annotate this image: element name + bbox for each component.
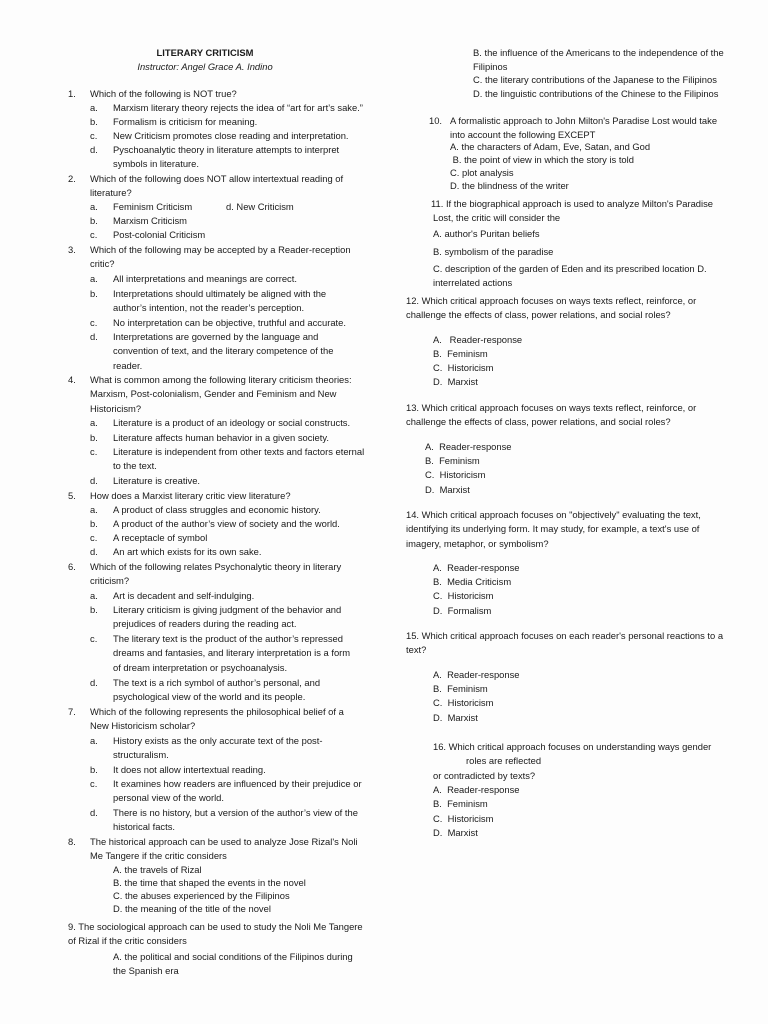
question-number: 7.	[68, 706, 76, 717]
option-letter: a.	[90, 504, 98, 515]
option	[433, 783, 633, 797]
option-text: A product of class struggles and economic history.	[113, 504, 321, 515]
option	[90, 129, 370, 143]
option-letter: a.	[90, 273, 98, 284]
question-number: 10.	[429, 115, 443, 126]
option-letter: b.	[90, 116, 98, 127]
option-text: Pyschoanalytic theory in literature attempts to interpret symbols in literature.	[113, 144, 340, 170]
option-text: D. the linguistic contributions of the Chinese to the Filipinos	[473, 88, 719, 99]
option-letter: b.	[90, 518, 98, 529]
question-6	[68, 560, 353, 589]
page-title: LITERARY CRITICISM	[156, 47, 254, 58]
option-text: Literature is independent from other texts and factors eternal to the text.	[113, 446, 365, 472]
option	[473, 46, 733, 75]
option-text: A. the characters of Adam, Eve, Satan, and God	[450, 141, 651, 152]
option-letter: a.	[90, 735, 98, 746]
option-text: Literature affects human behavior in a given society.	[113, 432, 329, 443]
option-text: B. the influence of the Americans to the independence of the Filipinos	[473, 47, 724, 73]
question-11	[433, 197, 723, 226]
option	[90, 517, 370, 531]
question-5	[68, 489, 368, 503]
option	[90, 200, 220, 214]
option-text: Marxism literary theory rejects the idea of “art for art’s sake.”	[113, 102, 363, 113]
option-text: d. New Criticism	[226, 201, 294, 212]
option	[473, 87, 743, 101]
option-letter: d.	[90, 546, 98, 557]
option-text: The text is a rich symbol of author’s personal, and psychological view of the world and its people.	[113, 677, 321, 703]
question-3	[68, 243, 353, 272]
option-text: A. Reader-response	[433, 334, 523, 345]
question-text: 9. The sociological approach can be used to study the Noli Me Tangere of Rizal if the critic considers	[68, 921, 363, 947]
question-text: Which of the following relates Psychonalytic theory in literary criticism?	[90, 561, 342, 587]
question-number: 6.	[68, 561, 76, 572]
question-9	[68, 920, 363, 949]
option	[433, 347, 633, 361]
option-text: A. Reader-response	[433, 784, 520, 795]
question-13	[406, 401, 726, 430]
option-text: C. description of the garden of Eden and its prescribed location D. interrelated actions	[433, 263, 707, 289]
option-text: Literature is a product of an ideology or social constructs.	[113, 417, 351, 428]
question-12	[406, 294, 726, 323]
option-letter: b.	[90, 604, 98, 615]
option-text: D. Marxist	[433, 376, 478, 387]
option-text: New Criticism promotes close reading and interpretation.	[113, 130, 349, 141]
option	[90, 431, 370, 445]
option-letter: a.	[90, 417, 98, 428]
option-text: B. the time that shaped the events in the novel	[113, 877, 306, 888]
question-text: 12. Which critical approach focuses on ways texts reflect, reinforce, or challenge the effects of class, power relations, and social roles?	[406, 295, 697, 321]
question-16-line-2: roles are reflected	[466, 755, 542, 766]
option-text: D. Formalism	[433, 605, 492, 616]
option-text: History exists as the only accurate text of the post-structuralism.	[113, 735, 323, 761]
question-text: 13. Which critical approach focuses on ways texts reflect, reinforce, or challenge the effects of class, power relations, and social roles?	[406, 402, 697, 428]
option	[433, 604, 633, 618]
option	[90, 416, 370, 430]
option-text: Literature is creative.	[113, 475, 201, 486]
option	[433, 333, 633, 347]
option-letter: c.	[90, 778, 98, 789]
option	[90, 806, 362, 835]
option	[90, 589, 370, 603]
question-1	[68, 87, 368, 101]
option-letter: b.	[90, 764, 98, 775]
option-text: Marxism Criticism	[113, 215, 187, 226]
option-letter: d.	[90, 475, 98, 486]
question-text: Which of the following does NOT allow intertextual reading of literature?	[90, 173, 344, 199]
question-text: Which of the following may be accepted by a Reader-reception critic?	[90, 244, 351, 270]
option	[90, 531, 370, 545]
option-letter: c.	[90, 633, 98, 644]
option	[433, 361, 633, 375]
option	[433, 797, 633, 811]
option	[425, 468, 625, 482]
option-text: C. Historicism	[433, 590, 494, 601]
option-text: There is no history, but a version of the author’s view of the historical facts.	[113, 807, 358, 833]
option	[433, 589, 633, 603]
option-text: Art is decadent and self-indulging.	[113, 590, 255, 601]
option-text: C. Historicism	[433, 697, 494, 708]
option-text: C. Historicism	[425, 469, 486, 480]
option	[226, 200, 346, 214]
question-number: 8.	[68, 836, 76, 847]
option	[90, 734, 348, 763]
option-text: C. Historicism	[433, 362, 494, 373]
option-letter: b.	[90, 288, 98, 299]
option-letter: c.	[90, 130, 98, 141]
option-text: C. the abuses experienced by the Filipinos	[113, 890, 290, 901]
option-letter: d.	[90, 144, 98, 155]
option	[425, 454, 625, 468]
question-text: The historical approach can be used to analyze Jose Rizal's Noli Me Tangere if the critic considers	[90, 836, 358, 862]
option	[90, 777, 362, 806]
option-text: C. Historicism	[433, 813, 494, 824]
option	[433, 696, 633, 710]
option-text: It examines how readers are influenced by their prejudice or personal view of the world.	[113, 778, 362, 804]
question-number: 5.	[68, 490, 76, 501]
question-number: 1.	[68, 88, 76, 99]
option	[433, 245, 713, 259]
question-15	[406, 629, 726, 658]
option-text: A product of the author’s view of society and the world.	[113, 518, 340, 529]
option	[433, 826, 633, 840]
option	[90, 316, 370, 330]
option-letter: d.	[90, 807, 98, 818]
option-letter: c.	[90, 229, 98, 240]
option	[433, 375, 633, 389]
question-4	[68, 373, 358, 416]
option	[433, 262, 723, 291]
option-letter: c.	[90, 317, 98, 328]
option-letter: d.	[90, 331, 98, 342]
option-text: A. Reader-response	[433, 562, 520, 573]
option-text: It does not allow intertextual reading.	[113, 764, 266, 775]
option-text: Interpretations are governed by the language and convention of text, and the literary competence of the reader.	[113, 331, 334, 371]
option	[90, 115, 370, 129]
option	[425, 440, 625, 454]
option-letter: b.	[90, 215, 98, 226]
question-text: 15. Which critical approach focuses on each reader's personal reactions to a text?	[406, 630, 724, 656]
option	[433, 711, 633, 725]
option	[90, 272, 370, 286]
option-text: D. the meaning of the title of the novel	[113, 903, 271, 914]
option-text: C. plot analysis	[450, 167, 514, 178]
option-text: B. Media Criticism	[433, 576, 512, 587]
option-text: No interpretation can be objective, truthful and accurate.	[113, 317, 346, 328]
option-text: Formalism is criticism for meaning.	[113, 116, 258, 127]
option-text: B. the point of view in which the story is told	[450, 154, 634, 165]
question-16-line-3: or contradicted by texts?	[433, 770, 536, 781]
option-text: A. the travels of Rizal	[113, 864, 202, 875]
option-letter: b.	[90, 432, 98, 443]
option-text: A. Reader-response	[433, 669, 520, 680]
option	[113, 902, 373, 916]
question-number: 2.	[68, 173, 76, 184]
option	[425, 483, 625, 497]
question-14	[406, 508, 726, 551]
option	[90, 228, 370, 242]
question-text: Which of the following is NOT true?	[90, 88, 237, 99]
option	[433, 682, 633, 696]
option	[90, 143, 358, 172]
option-text: An art which exists for its own sake.	[113, 546, 262, 557]
question-text: How does a Marxist literary critic view literature?	[90, 490, 291, 501]
option-text: D. Marxist	[433, 827, 478, 838]
option-text: A. the political and social conditions of the Filipinos during the Spanish era	[113, 951, 353, 977]
option-text: Feminism Criticism	[113, 201, 193, 212]
option-text: D. Marxist	[433, 712, 478, 723]
question-10	[429, 114, 729, 143]
option-text: Literary criticism is giving judgment of the behavior and prejudices of readers during the reading act.	[113, 604, 342, 630]
question-text: 16. Which critical approach focuses on understanding ways gender	[433, 741, 712, 752]
option-letter: a.	[90, 201, 98, 212]
question-text: A formalistic approach to John Milton's Paradise Lost would take into account the following EXCEPT	[450, 115, 718, 141]
option	[90, 545, 370, 559]
option-text: A. Reader-response	[425, 441, 512, 452]
question-text: 14. Which critical approach focuses on "objectively" evaluating the text, identifying its underlying form. It may study, for example, a text's use of imagery, metaphor, or symbolism?	[406, 509, 701, 549]
option	[433, 561, 633, 575]
instructor-line: Instructor: Angel Grace A. Indino	[137, 61, 273, 72]
option-letter: c.	[90, 446, 98, 457]
option-letter: a.	[90, 102, 98, 113]
option	[90, 214, 370, 228]
option-letter: a.	[90, 590, 98, 601]
question-text: What is common among the following literary criticism theories: Marxism, Post-colonialism, Gender and Feminism and New Historicism?	[90, 374, 352, 414]
option-text: B. Feminism	[425, 455, 480, 466]
option	[433, 668, 633, 682]
question-text: Which of the following represents the philosophical belief of a New Historicism scholar?	[90, 706, 344, 732]
option-letter: c.	[90, 532, 98, 543]
option-text: D. the blindness of the writer	[450, 180, 569, 191]
question-8	[68, 835, 363, 864]
option	[433, 575, 633, 589]
option-text: A. author's Puritan beliefs	[433, 228, 540, 239]
option	[90, 763, 370, 777]
option	[90, 603, 352, 632]
option-text: A receptacle of symbol	[113, 532, 208, 543]
option-text: The literary text is the product of the author’s repressed dreams and fantasies, and literary interpretation is a form of dream interpretation or psychoanalysis.	[113, 633, 351, 673]
option-text: C. the literary contributions of the Japanese to the Filipinos	[473, 74, 717, 85]
option	[90, 287, 362, 316]
question-number: 4.	[68, 374, 76, 385]
option	[90, 503, 370, 517]
option	[90, 330, 350, 373]
option-text: B. Feminism	[433, 798, 488, 809]
option	[90, 474, 370, 488]
option-text: All interpretations and meanings are correct.	[113, 273, 297, 284]
option	[90, 676, 352, 705]
option-text: B. Feminism	[433, 683, 488, 694]
option-text: Interpretations should ultimately be aligned with the author’s intention, not the reader’s perception.	[113, 288, 327, 314]
option	[90, 632, 358, 675]
option-text: B. symbolism of the paradise	[433, 246, 554, 257]
question-7	[68, 705, 353, 734]
option	[433, 227, 713, 241]
option	[90, 101, 370, 115]
option-text: D. Marxist	[425, 484, 470, 495]
option	[473, 73, 743, 87]
option	[450, 179, 730, 193]
option-text: B. Feminism	[433, 348, 488, 359]
question-16	[433, 740, 733, 754]
question-number: 3.	[68, 244, 76, 255]
option	[433, 812, 633, 826]
option-letter: d.	[90, 677, 98, 688]
option-text: Post-colonial Criticism	[113, 229, 206, 240]
option	[113, 950, 358, 979]
question-text: 11. If the biographical approach is used to analyze Milton's Paradise Lost, the critic will consider the	[431, 198, 713, 224]
option	[90, 445, 372, 474]
question-2	[68, 172, 353, 201]
